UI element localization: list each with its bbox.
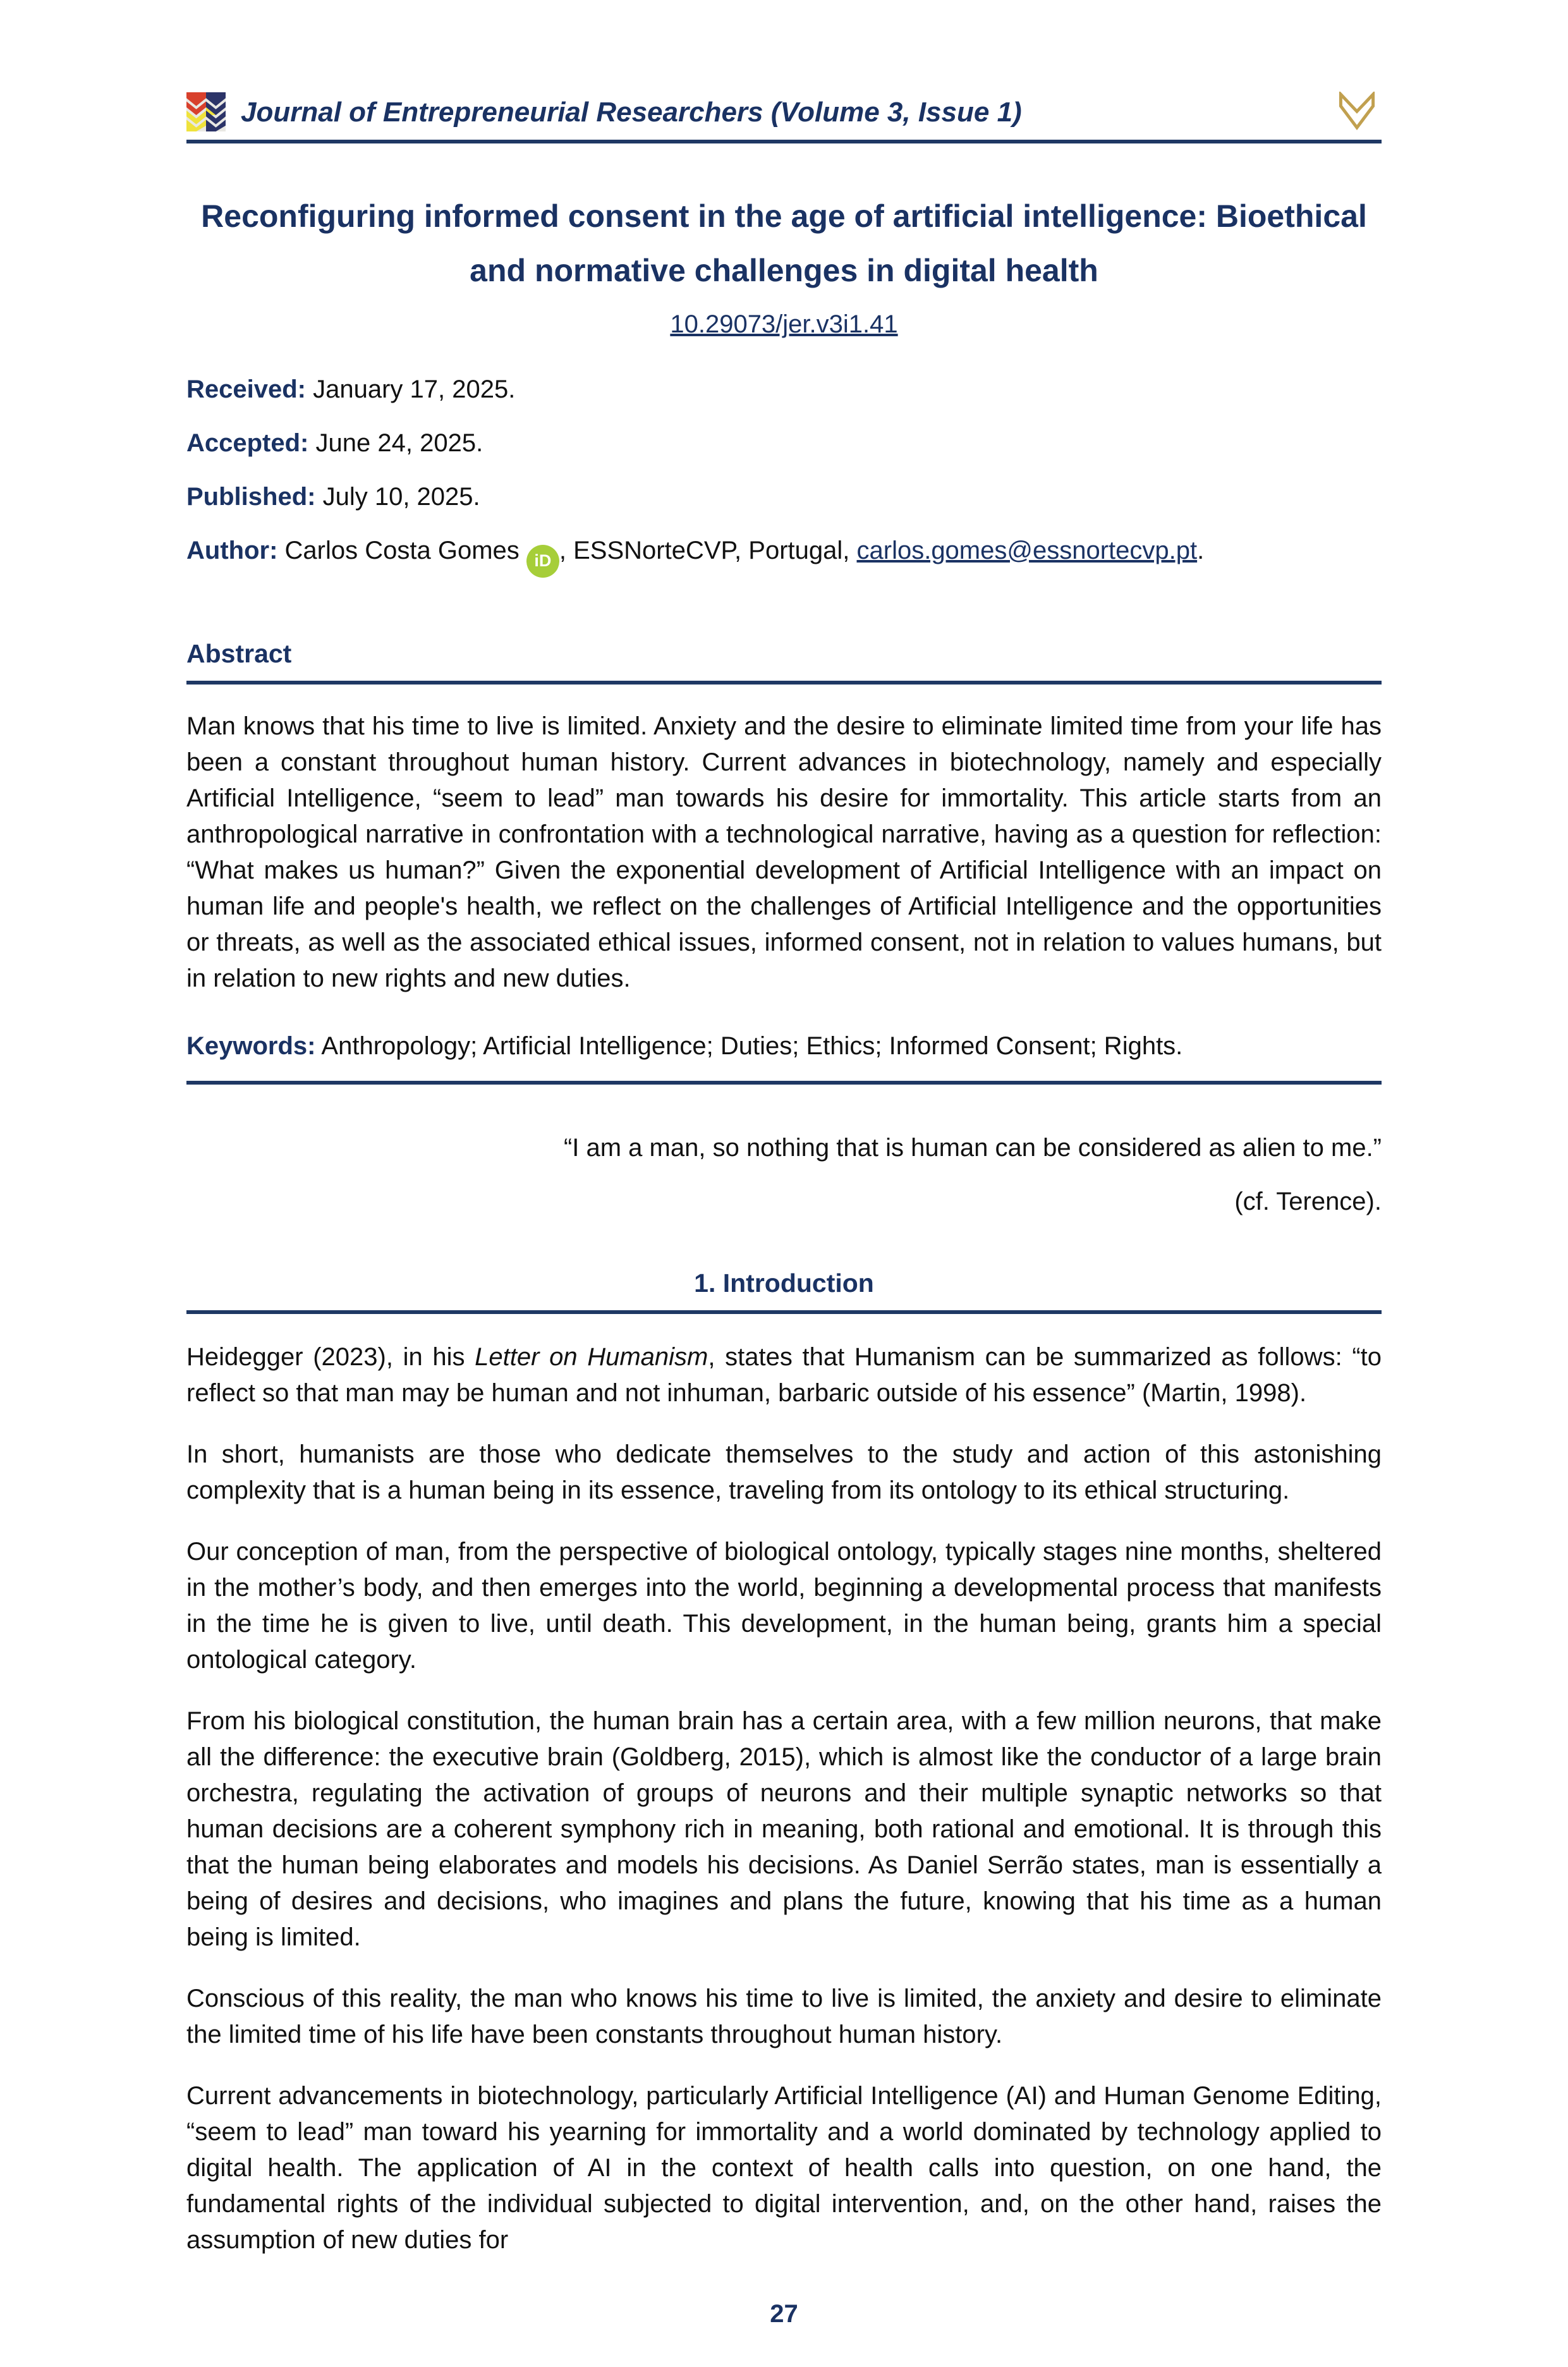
- keywords-text: Anthropology; Artificial Intelligence; Duties; Ethics; Informed Consent; Rights.: [321, 1031, 1183, 1060]
- doi-line: [186, 307, 1382, 343]
- article-body: [186, 143, 1382, 2258]
- intro-paragraph-5: Conscious of this reality, the man who knows his time to live is limited, the anxiety and desire to eliminate the limited time of his life have been constants throughout human history.: [186, 1984, 1382, 2048]
- journal-name: Journal of Entrepreneurial Researchers (Volume 3, Issue 1): [241, 96, 1022, 128]
- epigraph: [186, 1130, 1382, 1220]
- intro-paragraph-6: Current advancements in biotechnology, particularly Artificial Intelligence (AI) and Human Genome Editing, “seem to lead” man toward his yearning for immortality and a world dominated by technology applied to digital health. The application of AI in the context of health calls into question, on one hand, the fundamental rights of the individual subjected to digital intervention, and, on the other hand, raises the assumption of new duties for: [186, 2081, 1382, 2254]
- intro-p1-italic-title: Letter on Humanism: [475, 1342, 708, 1371]
- keywords-label: Keywords:: [186, 1031, 316, 1060]
- received-value: January 17, 2025.: [313, 375, 516, 403]
- intro-p1-after: , states that Humanism can be summarized as follows: “to reflect so that man may be human and not inhuman, barbaric outside of his essence” (Martin, 1998).: [186, 1342, 1382, 1407]
- author-email-link[interactable]: carlos.gomes@essnortecvp.pt: [856, 537, 1198, 564]
- orcid-icon-text: iD: [534, 551, 552, 570]
- publisher-chevron-icon: [1332, 92, 1382, 132]
- accepted-line: [186, 425, 1382, 461]
- page-number: 27: [770, 2299, 798, 2328]
- orcid-icon[interactable]: [526, 545, 559, 578]
- accepted-value: June 24, 2025.: [315, 429, 483, 457]
- author-line-period: .: [1197, 537, 1205, 564]
- journal-logo-icon: [186, 92, 226, 131]
- intro-paragraph-1: [186, 1339, 1382, 1411]
- article-title-line2: and normative challenges in digital health: [470, 253, 1098, 288]
- abstract-heading: Abstract: [186, 636, 1382, 685]
- published-value: July 10, 2025.: [322, 483, 480, 511]
- article-title: [186, 189, 1382, 298]
- journal-header: [186, 92, 1382, 143]
- accepted-label: Accepted:: [186, 429, 309, 457]
- received-label: Received:: [186, 375, 306, 403]
- doi-link[interactable]: 10.29073/jer.v3i1.41: [670, 310, 898, 338]
- intro-paragraph-3: Our conception of man, from the perspective of biological ontology, typically stages nine months, sheltered in the mother’s body, and then emerges into the world, beginning a developmental process that manifests in the time he is given to live, until death. This development, in the human being, grants him a special ontological category.: [186, 1537, 1382, 1674]
- article-title-line1: Reconfiguring informed consent in the age of artificial intelligence: Bioethical: [201, 198, 1367, 234]
- introduction-heading: 1. Introduction: [186, 1265, 1382, 1314]
- introduction-section: [186, 1265, 1382, 2258]
- abstract-text: Man knows that his time to live is limited. Anxiety and the desire to eliminate limited time from your life has been a constant throughout human history. Current advances in biotechnology, namely and especially Artificial Intelligence, “seem to lead” man towards his desire for immortality. This article starts from an anthropological narrative in confrontation with a technological narrative, having as a question for reflection: “What makes us human?” Given the exponential development of Artificial Intelligence with an impact on human life and people's health, we reflect on the challenges of Artificial Intelligence and the opportunities or threats, as well as the associated ethical issues, informed consent, not in relation to values humans, but in relation to new rights and new duties.: [186, 712, 1382, 992]
- intro-p1-before: Heidegger (2023), in his: [186, 1342, 475, 1371]
- author-name: Carlos Costa Gomes: [284, 537, 520, 564]
- published-label: Published:: [186, 483, 316, 511]
- published-line: [186, 479, 1382, 515]
- page-footer: [186, 2258, 1382, 2332]
- keywords-line: [186, 1028, 1382, 1085]
- epigraph-attribution: (cf. Terence).: [1234, 1187, 1382, 1215]
- epigraph-quote: “I am a man, so nothing that is human can be considered as alien to me.”: [563, 1133, 1382, 1162]
- author-label: Author:: [186, 537, 278, 564]
- abstract-section: [186, 636, 1382, 1085]
- author-affiliation: , ESSNorteCVP, Portugal,: [559, 537, 857, 564]
- received-line: [186, 372, 1382, 408]
- intro-paragraph-4: From his biological constitution, the human brain has a certain area, with a few million neurons, that make all the difference: the executive brain (Goldberg, 2015), which is almost like the conductor of a large brain orchestra, regulating the activation of groups of neurons and their multiple synaptic networks so that human decisions are a coherent symphony rich in meaning, both rational and emotional. It is through this that the human being elaborates and models his decisions. As Daniel Serrão states, man is essentially a being of desires and decisions, who imagines and plans the future, knowing that his time as a human being is limited.: [186, 1707, 1382, 1951]
- author-line: [186, 533, 1382, 578]
- intro-paragraph-2: In short, humanists are those who dedicate themselves to the study and action of this astonishing complexity that is a human being in its essence, traveling from its ontology to its ethical structuring.: [186, 1440, 1382, 1504]
